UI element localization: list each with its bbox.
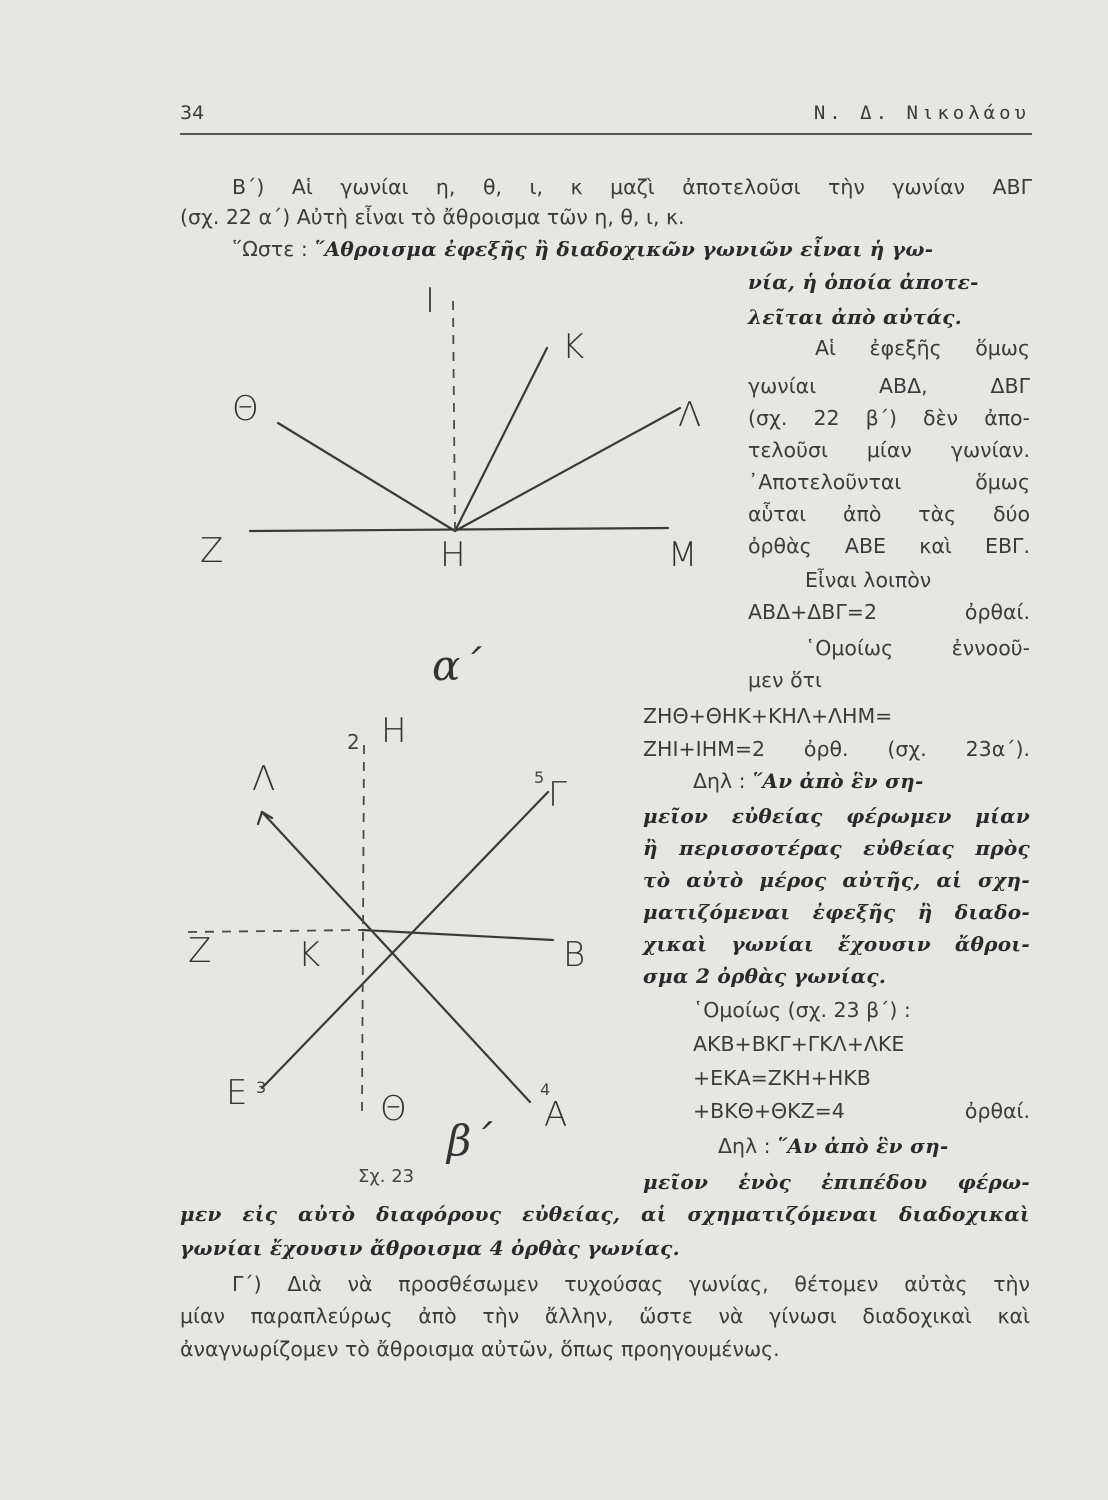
eq2-line: ῾Ομοίως (σχ. 23 β΄) : — [693, 998, 911, 1022]
line-Z-K — [188, 930, 362, 932]
rule1-line: τὸ αὐτὸ μέρος αὐτῆς, αἱ σχη- — [643, 868, 1030, 892]
rule2-line: μεν εἰς αὐτὸ διαφόρους εὐθείας, αἱ σχηματιζόμεναι διαδοχικαὶ — [180, 1202, 1030, 1226]
rule2-line: μεῖον ἑνὸς ἐπιπέδου φέρω- — [643, 1170, 1030, 1194]
arrow-lambda — [258, 812, 262, 824]
line-K-B — [362, 930, 553, 940]
label-K: Κ — [562, 327, 585, 367]
right-col-line: (σχ. 22 β΄) δὲν ἀπο- — [748, 406, 1030, 430]
line-H-theta-dashed — [362, 745, 364, 1112]
rule2-prefix: Δηλ : — [718, 1134, 778, 1158]
right-col-line: ᾿Αποτελοῦνται ὅμως — [748, 470, 1030, 494]
definition-cont-2: λεῖται ἀπὸ αὐτάς. — [748, 305, 963, 329]
rule2-line-1: Δηλ : ῞Αν ἀπὸ ἓν ση- — [718, 1134, 949, 1158]
right-col-line: αὗται ἀπὸ τὰς δύο — [748, 502, 1030, 526]
rule1-line: ματιζόμεναι ἐφεξῆς ἢ διαδο- — [643, 900, 1030, 924]
eq2-line: ΑΚΒ+ΒΚΓ+ΓΚΛ+ΛΚΕ — [693, 1032, 905, 1056]
eq2-line: +ΕΚΑ=ΖΚΗ+ΗΚΒ — [693, 1066, 871, 1090]
wste-label: ῞Ωστε : — [232, 237, 315, 261]
right-col-line: μεν ὅτι — [748, 668, 822, 692]
label-Z: Ζ — [200, 531, 224, 571]
right-col-line: ῾Ομοίως ἐννοοῦ- — [805, 636, 1030, 660]
equation-line: ΖΗΙ+ΙΗΜ=2 ὀρθ. (σχ. 23α΄). — [643, 737, 1030, 761]
definition-sum-of-adjacent: ῞Αθροισμα ἐφεξῆς ἢ διαδοχικῶν γωνιῶν εἶναι ἡ γω- — [314, 237, 934, 261]
running-header-author: Ν. Δ. Νικολάου — [813, 102, 1030, 124]
rule1-line: σμα 2 ὀρθὰς γωνίας. — [643, 964, 887, 988]
eq2-line: +ΒΚΘ+ΘΚΖ=4 ὀρθαί. — [693, 1099, 1030, 1123]
right-col-line: Εἶναι λοιπὸν — [805, 568, 932, 592]
right-col-line: ΑΒΔ+ΔΒΓ=2 ὀρθαί. — [748, 600, 1030, 624]
mark-4: 4 — [540, 1080, 551, 1099]
page-number: 34 — [180, 102, 205, 124]
rule1-line: χικαὶ γωνίαι ἔχουσιν ἄθροι- — [643, 932, 1030, 956]
label-A: Α — [544, 1095, 568, 1135]
rule1-line: ἢ περισσοτέρας εὐθείας πρὸς — [643, 836, 1030, 860]
label-lambda-b: Λ — [252, 759, 276, 799]
right-col-line: ὀρθὰς ΑΒΕ καὶ ΕΒΓ. — [748, 534, 1030, 558]
label-Z-b: Ζ — [188, 931, 212, 971]
definition-cont-1: νία, ἡ ὁποία ἀποτε- — [748, 270, 979, 294]
rule1-line-1: Δηλ : ῞Αν ἀπὸ ἓν ση- — [693, 769, 924, 793]
label-E: Ε — [226, 1073, 248, 1113]
closing-line: ἀναγνωρίζομεν τὸ ἄθροισμα αὐτῶν, ὅπως προηγουμένως. — [180, 1337, 780, 1361]
closing-line: Γ΄) Διὰ νὰ προσθέσωμεν τυχούσας γωνίας, θέτομεν αὐτὰς τὴν — [232, 1272, 1030, 1296]
label-H: Η — [440, 535, 466, 575]
figure-23a-sublabel: α΄ — [432, 641, 482, 690]
intro-line-2: (σχ. 22 α΄) Αὐτὴ εἶναι τὸ ἄθροισμα τῶν η, θ, ι, κ. — [180, 205, 685, 229]
label-K-b: Κ — [298, 935, 321, 975]
label-H-b: Η — [381, 711, 407, 751]
label-theta-b: Θ — [380, 1089, 407, 1129]
rule2-line: γωνίαι ἔχουσιν ἄθροισμα 4 ὀρθὰς γωνίας. — [180, 1236, 680, 1260]
rule1-prefix: Δηλ : — [693, 769, 753, 793]
right-col-line: Αἱ ἐφεξῆς ὅμως — [815, 336, 1030, 360]
label-I: Ι — [425, 281, 436, 321]
mark-3: 3 — [256, 1078, 267, 1097]
label-B: Β — [563, 935, 586, 975]
label-lambda: Λ — [678, 395, 702, 435]
closing-line: μίαν παραπλεύρως ἀπὸ τὴν ἄλλην, ὥστε νὰ γίνωσι διαδοχικαὶ καὶ — [180, 1304, 1030, 1328]
label-M: Μ — [668, 535, 698, 575]
equation-line: ΖΗΘ+ΘΗΚ+ΚΗΛ+ΛΗΜ= — [643, 704, 893, 728]
figure-caption: Σχ. 23 — [358, 1166, 415, 1187]
right-col-line: τελοῦσι μίαν γωνίαν. — [748, 438, 1030, 462]
right-col-line: γωνίαι ΑΒΔ, ΔΒΓ — [748, 374, 1030, 398]
mark-2: 2 — [347, 730, 360, 754]
mark-5: 5 — [534, 768, 545, 787]
label-gamma: Γ — [548, 775, 567, 815]
figure-23b-sublabel: β΄ — [447, 1116, 493, 1165]
rule1-line: μεῖον εὐθείας φέρωμεν μίαν — [643, 804, 1030, 828]
label-theta: Θ — [232, 389, 259, 429]
intro-line-1: Β΄) Αἱ γωνίαι η, θ, ι, κ μαζὶ ἀποτελοῦσι τὴν γωνίαν ΑΒΓ — [232, 175, 1032, 199]
